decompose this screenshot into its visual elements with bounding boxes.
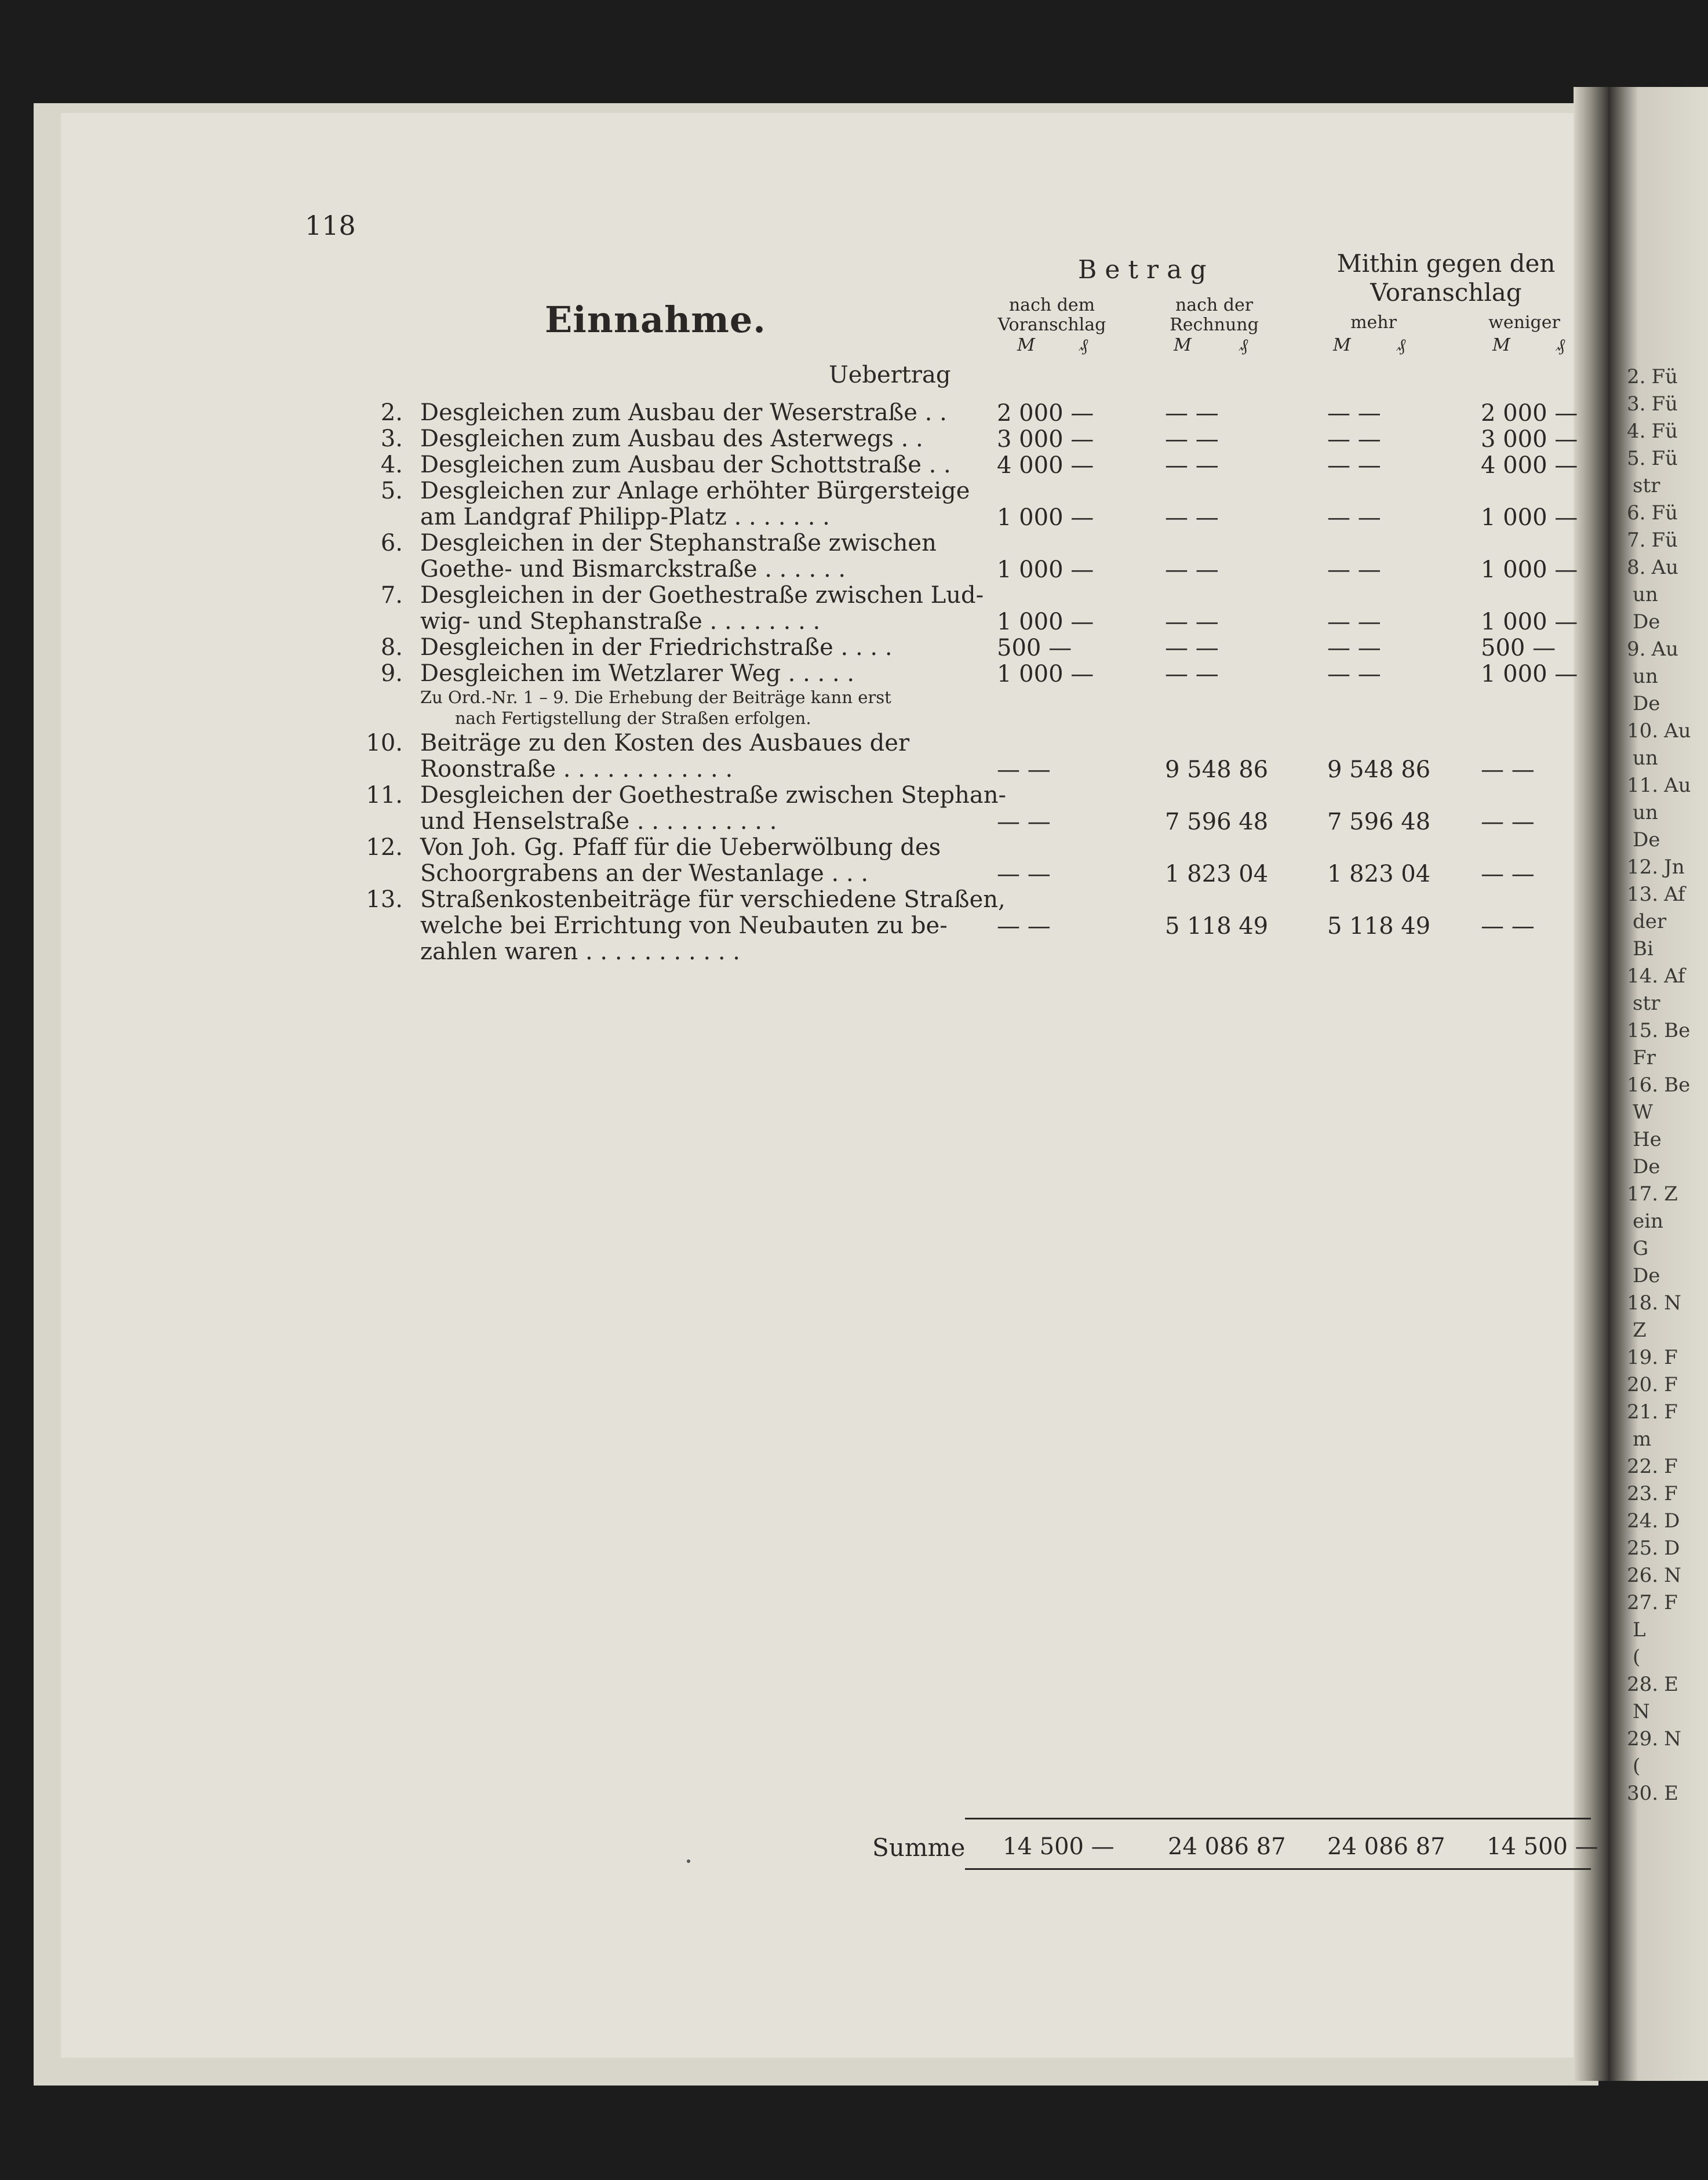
adjacent-page-line bbox=[1627, 1019, 1690, 1042]
adjacent-page-line bbox=[1627, 392, 1678, 416]
unit-mark: M bbox=[1174, 335, 1192, 355]
adjacent-line-number: 7. bbox=[1627, 529, 1646, 552]
amount-mehr: — — bbox=[1327, 609, 1381, 635]
uebertrag-label: Uebertrag bbox=[829, 362, 951, 388]
adjacent-line-text: Fü bbox=[1651, 447, 1678, 470]
adjacent-line-text: Be bbox=[1664, 1073, 1691, 1097]
item-text-line: Desgleichen der Goethestraße zwischen Stephan- bbox=[420, 782, 1007, 809]
adjacent-line-number: 3. bbox=[1627, 392, 1646, 416]
item-number: 10. bbox=[366, 730, 403, 756]
item-number: 8. bbox=[380, 634, 403, 661]
amount-mehr: — — bbox=[1327, 556, 1381, 583]
adjacent-line-text: Af bbox=[1664, 883, 1685, 906]
adjacent-line-text: N bbox=[1633, 1700, 1650, 1723]
amount-rechnung: — — bbox=[1165, 400, 1219, 427]
adjacent-line-text: De bbox=[1633, 828, 1660, 851]
item-text-line: welche bei Errichtung von Neubauten zu be- bbox=[420, 912, 948, 939]
mithin-line-1: Mithin gegen den bbox=[1336, 249, 1556, 278]
unit-pfennig: ₰ bbox=[1239, 335, 1248, 355]
sum-rule-bottom bbox=[965, 1868, 1591, 1870]
adjacent-page-line bbox=[1627, 365, 1678, 388]
adjacent-line-text: Au bbox=[1651, 638, 1678, 661]
item-number: 5. bbox=[380, 478, 403, 504]
amount-voranschlag: — — bbox=[997, 809, 1051, 835]
adjacent-line-number: 21. bbox=[1627, 1400, 1659, 1424]
unit-pfennig: ₰ bbox=[1397, 335, 1405, 355]
footnote-line: Zu Ord.-Nr. 1 – 9. Die Erhebung der Beiträge kann erst bbox=[420, 687, 891, 707]
adjacent-page-line bbox=[1627, 1755, 1640, 1778]
adjacent-line-text: Au bbox=[1651, 556, 1678, 579]
item-text-line: Straßenkostenbeiträge für verschiedene Straßen, bbox=[420, 886, 1006, 913]
adjacent-line-text: Bi bbox=[1633, 937, 1654, 960]
adjacent-line-text: Fü bbox=[1651, 420, 1678, 443]
adjacent-page-line bbox=[1627, 529, 1678, 552]
amount-weniger: — — bbox=[1481, 756, 1535, 783]
adjacent-line-text: De bbox=[1633, 610, 1660, 634]
item-text-line: wig- und Stephanstraße . . . . . . . . bbox=[420, 608, 821, 635]
adjacent-page-line bbox=[1627, 1346, 1678, 1369]
amount-rechnung: — — bbox=[1165, 504, 1219, 531]
adjacent-line-number: 20. bbox=[1627, 1373, 1659, 1396]
adjacent-line-number: 2. bbox=[1627, 365, 1646, 388]
adjacent-page-line bbox=[1627, 420, 1678, 443]
adjacent-line-text: F bbox=[1664, 1591, 1678, 1614]
adjacent-line-text: N bbox=[1664, 1564, 1681, 1587]
amount-rechnung: — — bbox=[1165, 452, 1219, 479]
header-line: Rechnung bbox=[1170, 315, 1259, 335]
header-nach-rechnung bbox=[1156, 296, 1272, 335]
amount-rechnung: — — bbox=[1165, 556, 1219, 583]
item-text-line: am Landgraf Philipp-Platz . . . . . . . bbox=[420, 504, 830, 530]
adjacent-page-line bbox=[1627, 719, 1691, 743]
amount-voranschlag: 1 000 — bbox=[997, 661, 1094, 687]
adjacent-page-line bbox=[1627, 1727, 1681, 1750]
item-text-line: Roonstraße . . . . . . . . . . . . bbox=[420, 756, 733, 783]
adjacent-page-line bbox=[1627, 474, 1660, 497]
amount-mehr: — — bbox=[1327, 504, 1381, 531]
adjacent-line-text: De bbox=[1633, 1155, 1660, 1178]
mithin-line-2: Voranschlag bbox=[1370, 278, 1522, 307]
adjacent-page-line bbox=[1627, 610, 1660, 634]
item-number: 11. bbox=[366, 782, 403, 809]
amount-mehr: 9 548 86 bbox=[1327, 756, 1431, 783]
amount-voranschlag: — — bbox=[997, 913, 1051, 940]
item-number: 9. bbox=[380, 660, 403, 687]
column-group-betrag: Betrag bbox=[1078, 255, 1215, 285]
amount-weniger: 500 — bbox=[1481, 635, 1556, 661]
adjacent-line-number: 5. bbox=[1627, 447, 1646, 470]
amount-weniger: 1 000 — bbox=[1481, 609, 1578, 635]
adjacent-page-line bbox=[1627, 1564, 1681, 1587]
adjacent-line-text: der bbox=[1633, 910, 1667, 933]
adjacent-line-text: Z bbox=[1633, 1319, 1647, 1342]
adjacent-line-number: 15. bbox=[1627, 1019, 1659, 1042]
adjacent-page-line bbox=[1627, 747, 1658, 770]
adjacent-line-number: 10. bbox=[1627, 719, 1659, 743]
unit-mark: M bbox=[1017, 335, 1035, 355]
amount-rechnung: 9 548 86 bbox=[1165, 756, 1269, 783]
adjacent-page-line bbox=[1627, 965, 1685, 988]
adjacent-page-line bbox=[1627, 638, 1678, 661]
unit-pfennig: ₰ bbox=[1079, 335, 1088, 355]
adjacent-line-number: 26. bbox=[1627, 1564, 1659, 1587]
adjacent-page-line bbox=[1627, 1618, 1646, 1642]
adjacent-page-line bbox=[1627, 1428, 1651, 1451]
amount-weniger: 3 000 — bbox=[1481, 426, 1578, 453]
adjacent-line-text: Z bbox=[1664, 1182, 1678, 1206]
adjacent-page-line bbox=[1627, 1782, 1678, 1805]
adjacent-line-number: 16. bbox=[1627, 1073, 1659, 1097]
amount-rechnung: — — bbox=[1165, 609, 1219, 635]
adjacent-line-text: str bbox=[1633, 992, 1660, 1015]
adjacent-line-text: D bbox=[1664, 1509, 1680, 1533]
adjacent-line-text: ein bbox=[1633, 1210, 1663, 1233]
adjacent-page-line bbox=[1627, 1210, 1663, 1233]
adjacent-line-text: Fr bbox=[1633, 1046, 1656, 1069]
item-text-line: Schoorgrabens an der Westanlage . . . bbox=[420, 860, 869, 887]
item-text-line: Desgleichen in der Goethestraße zwischen Lud- bbox=[420, 582, 984, 609]
sum-voranschlag: 14 500 — bbox=[1003, 1833, 1115, 1860]
amount-voranschlag: 500 — bbox=[997, 635, 1072, 661]
unit-pfennig: ₰ bbox=[1556, 335, 1565, 355]
header-nach-voranschlag bbox=[994, 296, 1110, 335]
amount-weniger: 4 000 — bbox=[1481, 452, 1578, 479]
adjacent-line-number: 22. bbox=[1627, 1455, 1659, 1478]
adjacent-page-line bbox=[1627, 801, 1658, 824]
item-text-line: Desgleichen zum Ausbau der Schottstraße . . bbox=[420, 452, 951, 478]
adjacent-page-line bbox=[1627, 1073, 1690, 1097]
adjacent-page-line bbox=[1627, 1400, 1678, 1424]
item-text-line: Desgleichen zum Ausbau des Asterwegs . . bbox=[420, 425, 923, 452]
sum-label: Summe bbox=[872, 1833, 966, 1862]
adjacent-page-line bbox=[1627, 556, 1678, 579]
adjacent-line-text: D bbox=[1664, 1537, 1680, 1560]
item-number: 4. bbox=[380, 452, 403, 478]
adjacent-page-line bbox=[1627, 774, 1691, 797]
item-text-line: zahlen waren . . . . . . . . . . . bbox=[420, 938, 740, 965]
adjacent-line-text: un bbox=[1633, 583, 1658, 606]
adjacent-line-number: 27. bbox=[1627, 1591, 1659, 1614]
amount-mehr: — — bbox=[1327, 661, 1381, 687]
adjacent-line-number: 12. bbox=[1627, 856, 1659, 879]
adjacent-line-text: De bbox=[1633, 1264, 1660, 1287]
adjacent-page-line bbox=[1627, 1319, 1647, 1342]
header-line: Voranschlag bbox=[997, 315, 1106, 335]
adjacent-line-text: E bbox=[1664, 1673, 1678, 1696]
sum-rechnung: 24 086 87 bbox=[1168, 1833, 1286, 1860]
header-weniger: weniger bbox=[1488, 312, 1560, 333]
amount-mehr: — — bbox=[1327, 635, 1381, 661]
amount-weniger: — — bbox=[1481, 809, 1535, 835]
adjacent-page-line bbox=[1627, 501, 1678, 525]
adjacent-line-number: 17. bbox=[1627, 1182, 1659, 1206]
item-text-line: Desgleichen zum Ausbau der Weserstraße . . bbox=[420, 399, 947, 426]
amount-rechnung: 1 823 04 bbox=[1165, 861, 1269, 887]
adjacent-line-number: 23. bbox=[1627, 1482, 1659, 1505]
amount-weniger: 2 000 — bbox=[1481, 400, 1578, 427]
adjacent-line-number: 14. bbox=[1627, 965, 1659, 988]
amount-mehr: 7 596 48 bbox=[1327, 809, 1431, 835]
adjacent-page-line bbox=[1627, 1537, 1680, 1560]
amount-rechnung: — — bbox=[1165, 661, 1219, 687]
footnote bbox=[420, 687, 891, 729]
amount-voranschlag: 3 000 — bbox=[997, 426, 1094, 453]
amount-voranschlag: 1 000 — bbox=[997, 556, 1094, 583]
adjacent-line-number: 11. bbox=[1627, 774, 1659, 797]
adjacent-line-text: G bbox=[1633, 1237, 1649, 1260]
amount-voranschlag: 1 000 — bbox=[997, 504, 1094, 531]
item-number: 2. bbox=[380, 399, 403, 426]
adjacent-line-text: F bbox=[1664, 1346, 1678, 1369]
adjacent-page-line bbox=[1627, 856, 1685, 879]
adjacent-line-text: un bbox=[1633, 747, 1658, 770]
item-text-line: Desgleichen in der Friedrichstraße . . . . bbox=[420, 634, 893, 661]
adjacent-line-number: 8. bbox=[1627, 556, 1646, 579]
adjacent-line-number: 29. bbox=[1627, 1727, 1659, 1750]
amount-voranschlag: 4 000 — bbox=[997, 452, 1094, 479]
section-heading: Einnahme. bbox=[545, 299, 766, 341]
item-text-line: Desgleichen zur Anlage erhöhter Bürgersteige bbox=[420, 478, 970, 504]
amount-weniger: — — bbox=[1481, 861, 1535, 887]
adjacent-line-number: 30. bbox=[1627, 1782, 1659, 1805]
amount-mehr: 5 118 49 bbox=[1327, 913, 1431, 940]
adjacent-line-number: 28. bbox=[1627, 1673, 1659, 1696]
adjacent-line-text: F bbox=[1664, 1373, 1678, 1396]
adjacent-page-line bbox=[1627, 1455, 1678, 1478]
amount-voranschlag: 2 000 — bbox=[997, 400, 1094, 427]
adjacent-line-text: He bbox=[1633, 1128, 1662, 1151]
adjacent-line-text: Af bbox=[1664, 965, 1685, 988]
adjacent-page-fragment bbox=[1608, 87, 1708, 2081]
adjacent-page-line bbox=[1627, 1128, 1662, 1151]
adjacent-page-line bbox=[1627, 1182, 1678, 1206]
adjacent-page-line bbox=[1627, 883, 1685, 906]
adjacent-page-line bbox=[1627, 1591, 1678, 1614]
adjacent-page-line bbox=[1627, 1509, 1680, 1533]
adjacent-page-line bbox=[1627, 1155, 1660, 1178]
adjacent-line-text: N bbox=[1664, 1727, 1681, 1750]
item-number: 13. bbox=[366, 886, 403, 913]
item-number: 7. bbox=[380, 582, 403, 609]
amount-mehr: — — bbox=[1327, 452, 1381, 479]
adjacent-line-text: F bbox=[1664, 1455, 1678, 1478]
header-line: nach dem bbox=[1008, 295, 1095, 315]
adjacent-line-text: L bbox=[1633, 1618, 1646, 1642]
adjacent-page-line bbox=[1627, 828, 1660, 851]
adjacent-page-line bbox=[1627, 937, 1654, 960]
adjacent-line-number: 19. bbox=[1627, 1346, 1659, 1369]
sum-mehr: 24 086 87 bbox=[1327, 1833, 1445, 1860]
amount-weniger: 1 000 — bbox=[1481, 661, 1578, 687]
amount-weniger: 1 000 — bbox=[1481, 556, 1578, 583]
amount-mehr: — — bbox=[1327, 400, 1381, 427]
column-group-mithin bbox=[1333, 249, 1559, 307]
header-mehr: mehr bbox=[1350, 312, 1397, 333]
adjacent-page-line bbox=[1627, 665, 1658, 688]
unit-mark: M bbox=[1492, 335, 1510, 355]
item-text-line: Beiträge zu den Kosten des Ausbaues der bbox=[420, 730, 910, 756]
adjacent-line-text: Fü bbox=[1651, 392, 1678, 416]
adjacent-page-line bbox=[1627, 1101, 1653, 1124]
item-number: 12. bbox=[366, 834, 403, 861]
item-text-line: Von Joh. Gg. Pfaff für die Ueberwölbung des bbox=[420, 834, 941, 861]
unit-mark: M bbox=[1333, 335, 1351, 355]
adjacent-line-text: F bbox=[1664, 1482, 1678, 1505]
adjacent-line-text: W bbox=[1633, 1101, 1653, 1124]
adjacent-page-line bbox=[1627, 1646, 1640, 1669]
adjacent-line-text: ( bbox=[1633, 1755, 1641, 1778]
adjacent-line-text: ( bbox=[1633, 1646, 1641, 1669]
adjacent-line-text: Au bbox=[1664, 719, 1691, 743]
adjacent-page-line bbox=[1627, 1237, 1648, 1260]
amount-weniger: 1 000 — bbox=[1481, 504, 1578, 531]
adjacent-page-line bbox=[1627, 692, 1660, 715]
sum-weniger: 14 500 — bbox=[1487, 1833, 1598, 1860]
adjacent-page-line bbox=[1627, 1291, 1681, 1315]
amount-voranschlag: — — bbox=[997, 861, 1051, 887]
adjacent-line-text: Fü bbox=[1651, 365, 1678, 388]
paper-speck bbox=[687, 1859, 690, 1863]
adjacent-line-text: Be bbox=[1664, 1019, 1691, 1042]
adjacent-line-number: 25. bbox=[1627, 1537, 1659, 1560]
amount-weniger: — — bbox=[1481, 913, 1535, 940]
amount-voranschlag: — — bbox=[997, 756, 1051, 783]
adjacent-page-line bbox=[1627, 1264, 1660, 1287]
amount-rechnung: 7 596 48 bbox=[1165, 809, 1269, 835]
header-line: nach der bbox=[1175, 295, 1254, 315]
adjacent-line-number: 24. bbox=[1627, 1509, 1659, 1533]
item-text-line: Desgleichen im Wetzlarer Weg . . . . . bbox=[420, 660, 855, 687]
adjacent-line-number: 9. bbox=[1627, 638, 1646, 661]
item-number: 6. bbox=[380, 530, 403, 556]
adjacent-page-line bbox=[1627, 1373, 1678, 1396]
amount-mehr: 1 823 04 bbox=[1327, 861, 1431, 887]
adjacent-line-text: Au bbox=[1664, 774, 1691, 797]
amount-rechnung: — — bbox=[1165, 635, 1219, 661]
adjacent-page-line bbox=[1627, 1700, 1650, 1723]
adjacent-line-text: un bbox=[1633, 801, 1658, 824]
item-text-line: Goethe- und Bismarckstraße . . . . . . bbox=[420, 556, 846, 583]
adjacent-line-text: str bbox=[1633, 474, 1660, 497]
adjacent-line-number: 4. bbox=[1627, 420, 1646, 443]
amount-rechnung: — — bbox=[1165, 426, 1219, 453]
book-gutter bbox=[1574, 87, 1608, 2081]
amount-rechnung: 5 118 49 bbox=[1165, 913, 1269, 940]
adjacent-page-line bbox=[1627, 992, 1660, 1015]
page-number: 118 bbox=[305, 210, 356, 241]
adjacent-page-line bbox=[1627, 1482, 1678, 1505]
adjacent-line-text: De bbox=[1633, 692, 1660, 715]
adjacent-line-text: un bbox=[1633, 665, 1658, 688]
adjacent-line-text: F bbox=[1664, 1400, 1678, 1424]
amount-mehr: — — bbox=[1327, 426, 1381, 453]
adjacent-page-line bbox=[1627, 583, 1658, 606]
adjacent-line-number: 6. bbox=[1627, 501, 1646, 525]
sum-rule-top bbox=[965, 1818, 1591, 1819]
adjacent-page-line bbox=[1627, 1046, 1656, 1069]
amount-voranschlag: 1 000 — bbox=[997, 609, 1094, 635]
adjacent-page-line bbox=[1627, 447, 1678, 470]
adjacent-line-text: Jn bbox=[1664, 856, 1685, 879]
adjacent-line-text: Fü bbox=[1651, 529, 1678, 552]
adjacent-line-text: E bbox=[1664, 1782, 1678, 1805]
item-text-line: und Henselstraße . . . . . . . . . . bbox=[420, 808, 777, 835]
adjacent-line-number: 13. bbox=[1627, 883, 1659, 906]
item-number: 3. bbox=[380, 425, 403, 452]
adjacent-line-text: N bbox=[1664, 1291, 1681, 1315]
adjacent-line-text: Fü bbox=[1651, 501, 1678, 525]
footnote-line: nach Fertigstellung der Straßen erfolgen. bbox=[455, 708, 811, 728]
adjacent-page-line bbox=[1627, 910, 1666, 933]
adjacent-line-text: m bbox=[1633, 1428, 1652, 1451]
adjacent-page-line bbox=[1627, 1673, 1678, 1696]
adjacent-line-number: 18. bbox=[1627, 1291, 1659, 1315]
item-text-line: Desgleichen in der Stephanstraße zwischen bbox=[420, 530, 937, 556]
